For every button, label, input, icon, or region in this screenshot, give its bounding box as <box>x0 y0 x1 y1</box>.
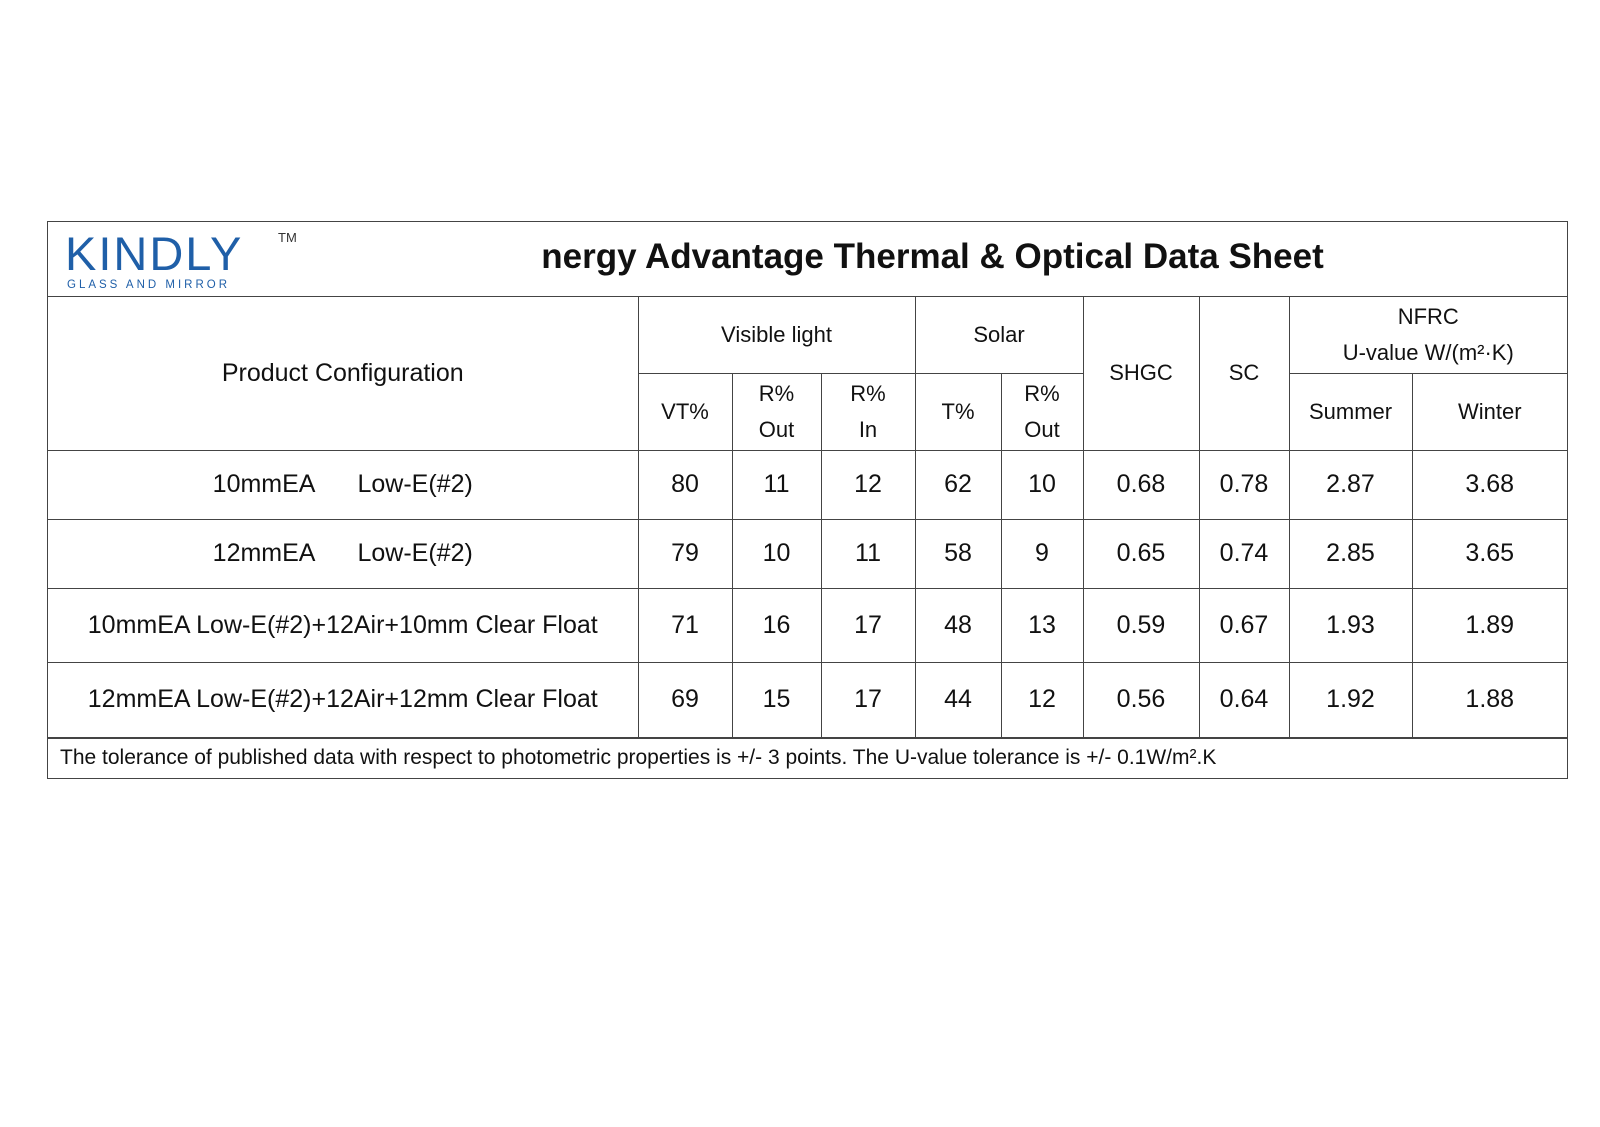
title-row <box>48 222 1567 297</box>
header-product-configuration: Product Configuration <box>48 297 638 450</box>
trademark-mark: TM <box>278 230 297 245</box>
row-config-thickness: 10mmEA <box>212 470 316 498</box>
data-sheet <box>47 221 1568 779</box>
tolerance-note: The tolerance of published data with respect to photometric properties is +/- 3 points. The U-value tolerance is +/- 0.1W/m².K <box>48 738 1567 778</box>
cell-vt: 79 <box>638 519 732 588</box>
cell-solar-r-out: 9 <box>1001 519 1083 588</box>
header-solar-r-out <box>1001 373 1083 450</box>
header-vl-r-out-line1: R% <box>758 380 795 406</box>
header-vl-r-in <box>821 373 915 450</box>
cell-shgc: 0.56 <box>1083 662 1199 737</box>
cell-summer: 2.85 <box>1289 519 1412 588</box>
cell-solar-t: 58 <box>915 519 1001 588</box>
header-solar: Solar <box>915 297 1083 373</box>
header-nfrc-title: NFRC <box>1397 303 1459 329</box>
cell-shgc: 0.59 <box>1083 588 1199 662</box>
row-config-coating: Low-E(#2) <box>357 539 473 567</box>
cell-summer: 1.92 <box>1289 662 1412 737</box>
cell-solar-r-out: 13 <box>1001 588 1083 662</box>
header-visible-light: Visible light <box>638 297 915 373</box>
header-vt: VT% <box>638 373 732 450</box>
cell-vl-r-in: 11 <box>821 519 915 588</box>
row-config-thickness: 12mmEA <box>212 539 316 567</box>
cell-solar-t: 62 <box>915 450 1001 519</box>
header-sc: SC <box>1199 297 1289 450</box>
cell-sc: 0.64 <box>1199 662 1289 737</box>
cell-solar-t: 44 <box>915 662 1001 737</box>
cell-vt: 80 <box>638 450 732 519</box>
header-vl-r-out-line2: Out <box>758 416 795 442</box>
cell-winter: 3.68 <box>1412 450 1567 519</box>
cell-winter: 3.65 <box>1412 519 1567 588</box>
header-vl-r-in-line1: R% <box>850 380 886 406</box>
cell-winter: 1.88 <box>1412 662 1567 737</box>
cell-vl-r-out: 11 <box>732 450 821 519</box>
row-config <box>48 450 638 519</box>
cell-summer: 1.93 <box>1289 588 1412 662</box>
cell-vt: 69 <box>638 662 732 737</box>
cell-sc: 0.78 <box>1199 450 1289 519</box>
cell-winter: 1.89 <box>1412 588 1567 662</box>
cell-solar-r-out: 12 <box>1001 662 1083 737</box>
header-nfrc <box>1289 297 1567 373</box>
page-title: nergy Advantage Thermal & Optical Data Sheet <box>541 237 1324 276</box>
header-shgc: SHGC <box>1083 297 1199 450</box>
header-solar-t: T% <box>915 373 1001 450</box>
row-config: 12mmEA Low-E(#2)+12Air+12mm Clear Float <box>48 662 638 737</box>
header-row-1 <box>48 297 1567 373</box>
header-nfrc-unit: U-value W/(m²·K) <box>1342 339 1514 365</box>
table-row <box>48 662 1567 737</box>
cell-sc: 0.74 <box>1199 519 1289 588</box>
cell-solar-t: 48 <box>915 588 1001 662</box>
table-row <box>48 519 1567 588</box>
row-config <box>48 519 638 588</box>
kindly-logo <box>65 226 305 292</box>
data-table <box>48 297 1567 738</box>
cell-vt: 71 <box>638 588 732 662</box>
cell-vl-r-out: 16 <box>732 588 821 662</box>
header-vl-r-in-line2: In <box>858 416 878 442</box>
cell-sc: 0.67 <box>1199 588 1289 662</box>
cell-vl-r-in: 17 <box>821 662 915 737</box>
header-solar-r-out-line1: R% <box>1024 380 1060 406</box>
header-vl-r-out <box>732 373 821 450</box>
header-solar-r-out-line2: Out <box>1024 416 1060 442</box>
cell-solar-r-out: 10 <box>1001 450 1083 519</box>
logo-tagline: GLASS AND MIRROR <box>67 279 231 291</box>
row-config-coating: Low-E(#2) <box>357 470 473 498</box>
cell-summer: 2.87 <box>1289 450 1412 519</box>
cell-vl-r-in: 17 <box>821 588 915 662</box>
cell-vl-r-in: 12 <box>821 450 915 519</box>
cell-shgc: 0.65 <box>1083 519 1199 588</box>
logo-wordmark: KINDLY <box>65 227 244 280</box>
cell-vl-r-out: 15 <box>732 662 821 737</box>
header-winter: Winter <box>1412 373 1567 450</box>
table-row <box>48 450 1567 519</box>
cell-shgc: 0.68 <box>1083 450 1199 519</box>
header-summer: Summer <box>1289 373 1412 450</box>
cell-vl-r-out: 10 <box>732 519 821 588</box>
row-config: 10mmEA Low-E(#2)+12Air+10mm Clear Float <box>48 588 638 662</box>
table-row <box>48 588 1567 662</box>
